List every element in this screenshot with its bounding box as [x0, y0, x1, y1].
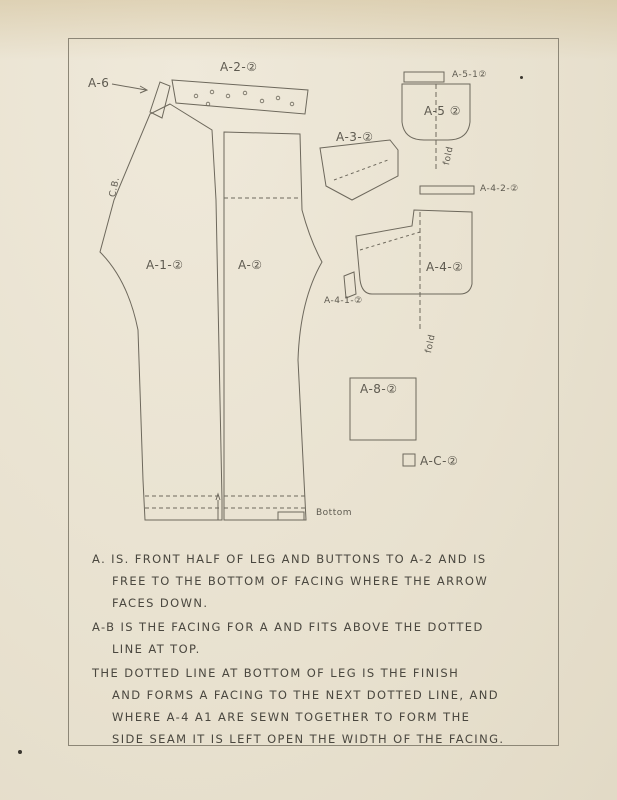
piece-a1 [100, 104, 222, 520]
note-line: SIDE SEAM IT IS LEFT OPEN THE WIDTH OF THE FACING. [112, 732, 505, 746]
label-cb: C.B. [108, 176, 122, 199]
label-a2: A-② [238, 258, 263, 272]
piece-a4 [356, 210, 472, 294]
note-line: A-B IS THE FACING FOR A AND FITS ABOVE THE DOTTED [92, 620, 484, 634]
ink-speck [520, 76, 523, 79]
label-a4: A-4-② [426, 260, 464, 274]
label-a2-top: A-2-② [220, 60, 258, 74]
ink-speck [18, 750, 22, 754]
label-a4-2: A-4-2-② [480, 184, 519, 194]
piece-a2-top [172, 80, 308, 114]
note-line: A. IS. FRONT HALF OF LEG AND BUTTONS TO A-2 AND IS [92, 552, 487, 566]
piece-a2 [224, 132, 322, 520]
note-paragraph-3 [92, 662, 562, 750]
note-line: FACES DOWN. [112, 596, 209, 610]
piece-a5-1 [404, 72, 444, 82]
note-line: WHERE A-4 A1 ARE SEWN TOGETHER TO FORM THE [112, 710, 471, 724]
label-a6: A-6 [88, 76, 110, 90]
label-fold-2: fold [424, 333, 438, 355]
label-a1: A-1-② [146, 258, 184, 272]
piece-ac [403, 454, 415, 466]
piece-a4-1 [344, 272, 356, 298]
note-paragraph-1 [92, 548, 562, 614]
note-line: THE DOTTED LINE AT BOTTOM OF LEG IS THE FINISH [92, 666, 460, 680]
piece-a4-2 [420, 186, 474, 194]
note-line: FREE TO THE BOTTOM OF FACING WHERE THE ARROW [112, 574, 489, 588]
note-line: AND FORMS A FACING TO THE NEXT DOTTED LINE, AND [112, 688, 500, 702]
label-a3: A-3-② [336, 130, 374, 144]
label-a5: A-5 ② [424, 104, 461, 118]
label-a8: A-8-② [360, 382, 398, 396]
note-paragraph-2 [92, 616, 562, 660]
note-line: LINE AT TOP. [112, 642, 201, 656]
piece-a3 [320, 140, 398, 200]
label-a4-1: A-4-1-② [324, 296, 363, 306]
label-ac: A-C-② [420, 454, 459, 468]
label-bottom: Bottom [316, 508, 353, 518]
label-fold-1: fold [442, 145, 456, 167]
label-a5-1: A-5-1② [452, 70, 487, 80]
